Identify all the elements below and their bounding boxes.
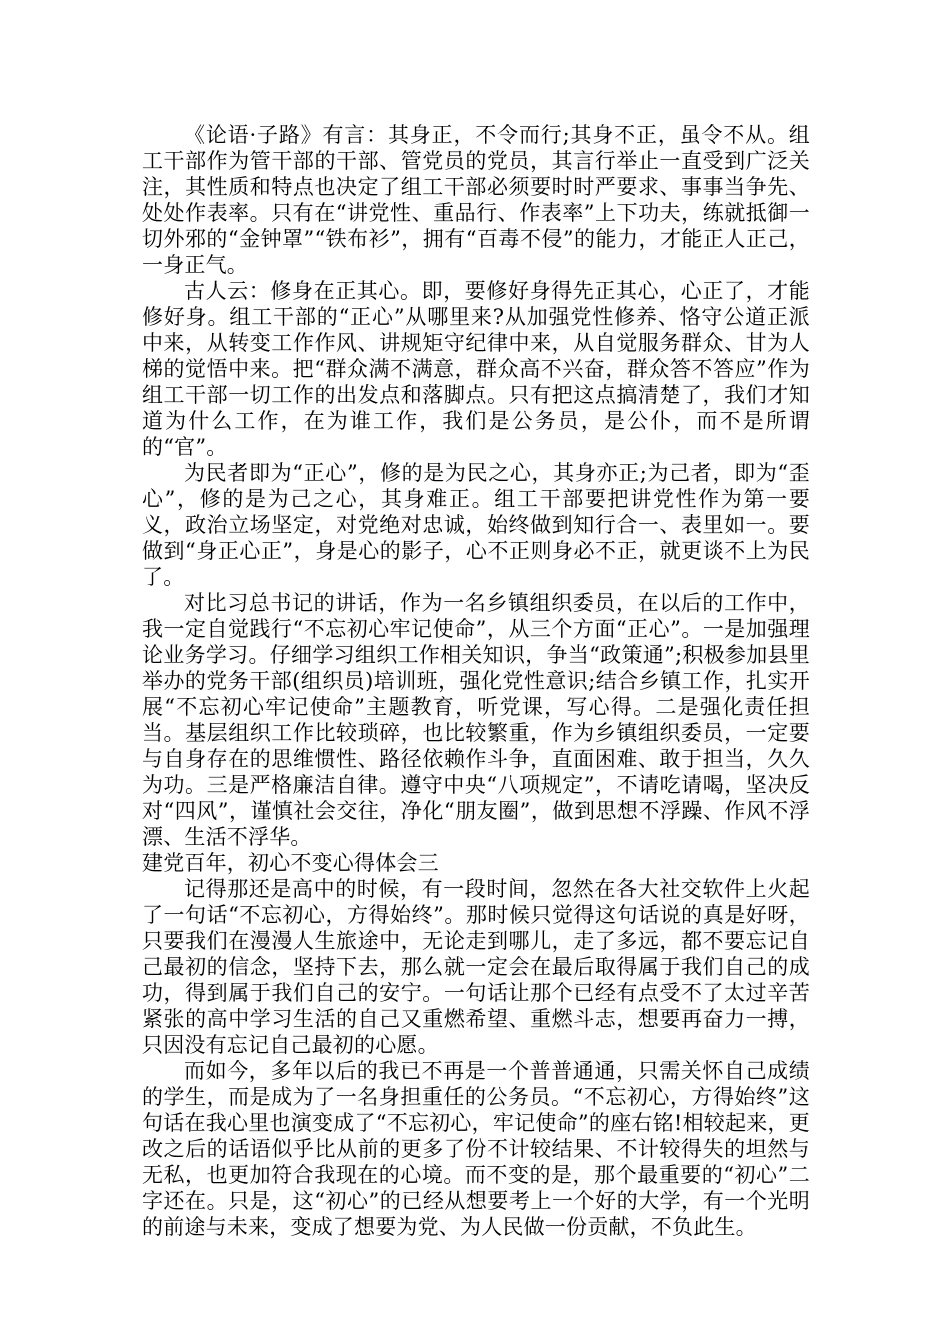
paragraph-zhengxin-source: 古人云：修身在正其心。即，要修好身得先正其心，心正了，才能修好身。组工干部的“正心”从哪里来?从加强党性修养、恪守公道正派中来，从转变工作作风、讲规矩守纪律中来，从自觉服务群众、甘为人梯的觉悟中来。把“群众满不满意，群众高不兴奋，群众答不答应”作为组工干部一切工作的出发点和落脚点。只有把这点搞清楚了，我们才知道为什么工作，在为谁工作，我们是公务员，是公仆，而不是所谓的“官”。 bbox=[142, 279, 810, 459]
paragraph-lunyu-quote: 《论语·子路》有言：其身正，不令而行;其身不正，虽令不从。组工干部作为管干部的干部、管党员的党员，其言行举止一直受到广泛关注，其性质和特点也决定了组工干部必须要时时严要求、事事当争先、处处作表率。只有在“讲党性、重品行、作表率”上下功夫，练就抵御一切外邪的“金钟罩”“铁布衫”，拥有“百毒不侵”的能力，才能正人正己，一身正气。 bbox=[142, 123, 810, 277]
section-heading: 建党百年，初心不变心得体会三 bbox=[142, 851, 439, 875]
paragraph-high-school-memory: 记得那还是高中的时候，有一段时间，忽然在各大社交软件上火起了一句话“不忘初心，方得始终”。那时候只觉得这句话说的真是好呀，只要我们在漫漫人生旅途中，无论走到哪儿，走了多远，都不要忘记自己最初的信念，坚持下去，那么就一定会在最后取得属于我们自己的成功，得到属于我们自己的安宁。一句话让那个已经有点受不了太过辛苦紧张的高中学习生活的自己又重燃希望、重燃斗志，想要再奋力一搏，只因没有忘记自己最初的心愿。 bbox=[142, 877, 810, 1057]
document-page bbox=[142, 122, 810, 1240]
paragraph-civil-servant-now: 而如今，多年以后的我已不再是一个普普通通，只需关怀自己成绩的学生，而是成为了一名身担重任的公务员。“不忘初心，方得始终”这句话在我心里也演变成了“不忘初心，牢记使命”的座右铭!相较起来，更改之后的话语似乎比从前的更多了份不计较结果、不计较得失的坦然与无私，也更加符合我现在的心境。而不变的是，那个最重要的“初心”二字还在。只是，这“初心”的已经从想要考上一个好的大学，有一个光明的前途与未来，变成了想要为党、为人民做一份贡献，不负此生。 bbox=[142, 1059, 810, 1239]
paragraph-three-aspects: 对比习总书记的讲话，作为一名乡镇组织委员，在以后的工作中，我一定自觉践行“不忘初心牢记使命”，从三个方面“正心”。一是加强理论业务学习。仔细学习组织工作相关知识，争当“政策通”;积极参加县里举办的党务干部(组织员)培训班，强化党性意识;结合乡镇工作，扎实开展“不忘初心牢记使命”主题教育，听党课，写心得。二是强化责任担当。基层组织工作比较琐碎，也比较繁重，作为乡镇组织委员，一定要与自身存在的思维惯性、路径依赖作斗争，直面困难、敢于担当，久久为功。三是严格廉洁自律。遵守中央“八项规定”，不请吃请喝，坚决反对“四风”，谨慎社会交往，净化“朋友圈”，做到思想不浮躁、作风不浮漂、生活不浮华。 bbox=[142, 591, 810, 849]
paragraph-weimin-zhengxin: 为民者即为“正心”，修的是为民之心，其身亦正;为己者，即为“歪心”，修的是为己之心，其身难正。组工干部要把讲党性作为第一要义，政治立场坚定，对党绝对忠诚，始终做到知行合一、表里如一。要做到“身正心正”，身是心的影子，心不正则身必不正，就更谈不上为民了。 bbox=[142, 461, 810, 589]
